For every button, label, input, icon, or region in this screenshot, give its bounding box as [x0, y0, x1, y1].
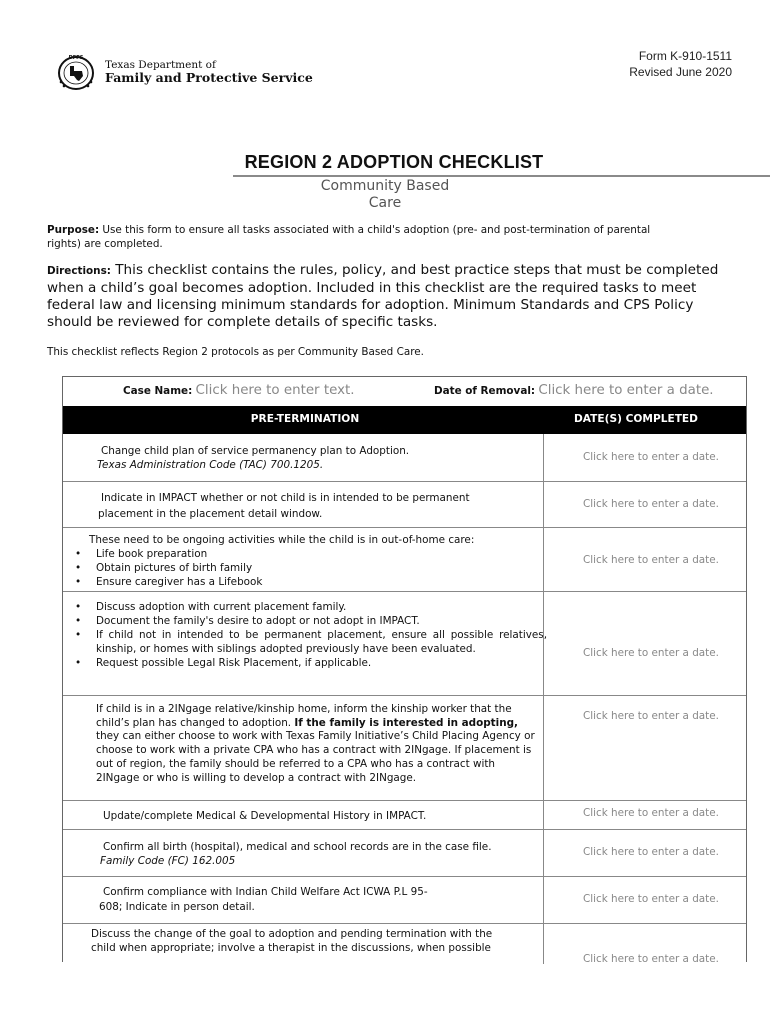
task-reference: Texas Administration Code (TAC) 700.1205. [97, 459, 324, 471]
table-row [63, 481, 746, 527]
table-row [63, 800, 746, 829]
title-divider [233, 175, 770, 177]
task-text [100, 840, 543, 868]
date-input[interactable]: Click here to enter a date. [583, 846, 719, 858]
list-item: • Request possible Legal Risk Placement, if applicable. [63, 656, 547, 670]
form-identifier [629, 48, 732, 80]
date-input[interactable]: Click here to enter a date. [583, 451, 719, 463]
task-line: child when appropriate; involve a therapist in the discussions, when possible [91, 942, 491, 954]
agency-name-line2: Family and Protective Service [105, 69, 313, 85]
table-row [63, 829, 746, 876]
case-info-row [63, 377, 746, 406]
removal-date-input[interactable]: Click here to enter a date. [538, 383, 714, 398]
list-item: • Obtain pictures of birth family [63, 561, 539, 575]
subtitle-line1: Community Based [320, 178, 450, 194]
purpose-text: Use this form to ensure all tasks associated with a child's adoption (pre- and post-termination of parental rights) are completed. [47, 224, 651, 250]
case-name-field [123, 383, 355, 398]
directions-label: Directions: [47, 265, 111, 277]
task-line: Indicate in IMPACT whether or not child is in intended to be permanent [101, 492, 470, 504]
date-input[interactable]: Click here to enter a date. [583, 498, 719, 510]
table-header [63, 406, 746, 434]
task-line: placement in the placement detail window. [98, 508, 323, 520]
agency-name-line1: Texas Department of [105, 58, 216, 71]
list-item: • Discuss adoption with current placement family. [63, 600, 547, 614]
task-emphasis: If the family is interested in adopting, [294, 716, 518, 729]
task-line: Change child plan of service permanency plan to Adoption. [101, 445, 410, 457]
removal-date-label: Date of Removal: [434, 385, 536, 397]
task-line: Discuss the change of the goal to adoption and pending termination with the [91, 928, 493, 940]
date-input[interactable]: Click here to enter a date. [583, 953, 719, 965]
task-text [98, 491, 541, 521]
page-title: REGION 2 ADOPTION CHECKLIST [244, 152, 544, 172]
header-pre-termination: PRE-TERMINATION [250, 413, 360, 425]
task-text [97, 444, 521, 472]
task-text [103, 809, 533, 823]
task-intro: These need to be ongoing activities while the child is in out-of-home care: [89, 534, 475, 546]
texas-seal-icon [53, 52, 99, 92]
date-input[interactable]: Click here to enter a date. [583, 710, 719, 722]
revision-date: Revised June 2020 [629, 65, 732, 79]
form-number: Form K-910-1511 [638, 49, 732, 63]
task-text [91, 927, 541, 955]
purpose-label: Purpose: [47, 224, 100, 236]
task-line: Update/complete Medical & Developmental History in IMPACT. [103, 810, 427, 822]
task-text [89, 600, 547, 670]
table-row [63, 876, 746, 923]
list-item: • If child not in intended to be permanent placement, ensure all possible relatives, kinship, or homes with siblings adopted previously have been evaluated. [63, 628, 547, 656]
task-reference: Family Code (FC) 162.005 [100, 855, 236, 867]
case-name-input[interactable]: Click here to enter text. [195, 383, 355, 398]
header-dates-completed: DATE(S) COMPLETED [574, 413, 698, 425]
task-line: Confirm all birth (hospital), medical and school records are in the case file. [103, 841, 492, 853]
date-input[interactable]: Click here to enter a date. [583, 807, 719, 819]
directions-paragraph [47, 262, 727, 331]
date-cell [543, 592, 746, 695]
directions-text: This checklist contains the rules, policy, and best practice steps that must be completed when a child’s goal becomes adoption. Included in this checklist are the required tasks to meet federal law and licensing minimum standards for adoption. Minimum Standards and CPS Policy should be reviewed for complete details of specific tasks. [47, 262, 719, 330]
task-line: Confirm compliance with Indian Child Welfare Act ICWA P.L 95- [103, 886, 428, 898]
table-row [63, 695, 746, 800]
list-item: • Ensure caregiver has a Lifebook [63, 575, 539, 589]
removal-date-field [434, 383, 714, 398]
subtitle-line2: Care [368, 195, 402, 211]
task-text [89, 533, 539, 589]
task-text [96, 703, 541, 785]
region-note: This checklist reflects Region 2 protocols as per Community Based Care. [47, 346, 424, 358]
case-name-label: Case Name: [123, 385, 193, 397]
purpose-paragraph [47, 223, 687, 251]
table-row [63, 434, 746, 481]
table-row [63, 527, 746, 591]
list-item: • Document the family's desire to adopt or not adopt in IMPACT. [63, 614, 547, 628]
task-bullets [63, 547, 539, 589]
table-row [63, 923, 746, 964]
task-bullets [63, 600, 547, 670]
date-input[interactable]: Click here to enter a date. [583, 893, 719, 905]
date-input[interactable]: Click here to enter a date. [583, 554, 719, 566]
checklist-table [62, 376, 747, 965]
task-line: 608; Indicate in person detail. [99, 901, 255, 913]
task-text [99, 885, 543, 914]
task-line: they can either choose to work with Texas Family Initiative’s Child Placing Agency or choose to work with a private CPA who has a contract with 2INgage. If placement is out of region, the family should be referred to a CPA who has a contract with 2INgage or who is willing to develop a contract with 2INgage. [96, 730, 535, 784]
svg-text:DFPS: DFPS [68, 55, 84, 61]
subtitle [0, 178, 770, 212]
table-row [63, 591, 746, 695]
list-item: • Life book preparation [63, 547, 539, 561]
date-input[interactable]: Click here to enter a date. [583, 647, 719, 659]
task-line: If child is in a 2INgage relative/kinship home, inform the kinship worker that the child’s plan has changed to adoption. [96, 703, 512, 729]
dfps-logo [53, 52, 313, 92]
